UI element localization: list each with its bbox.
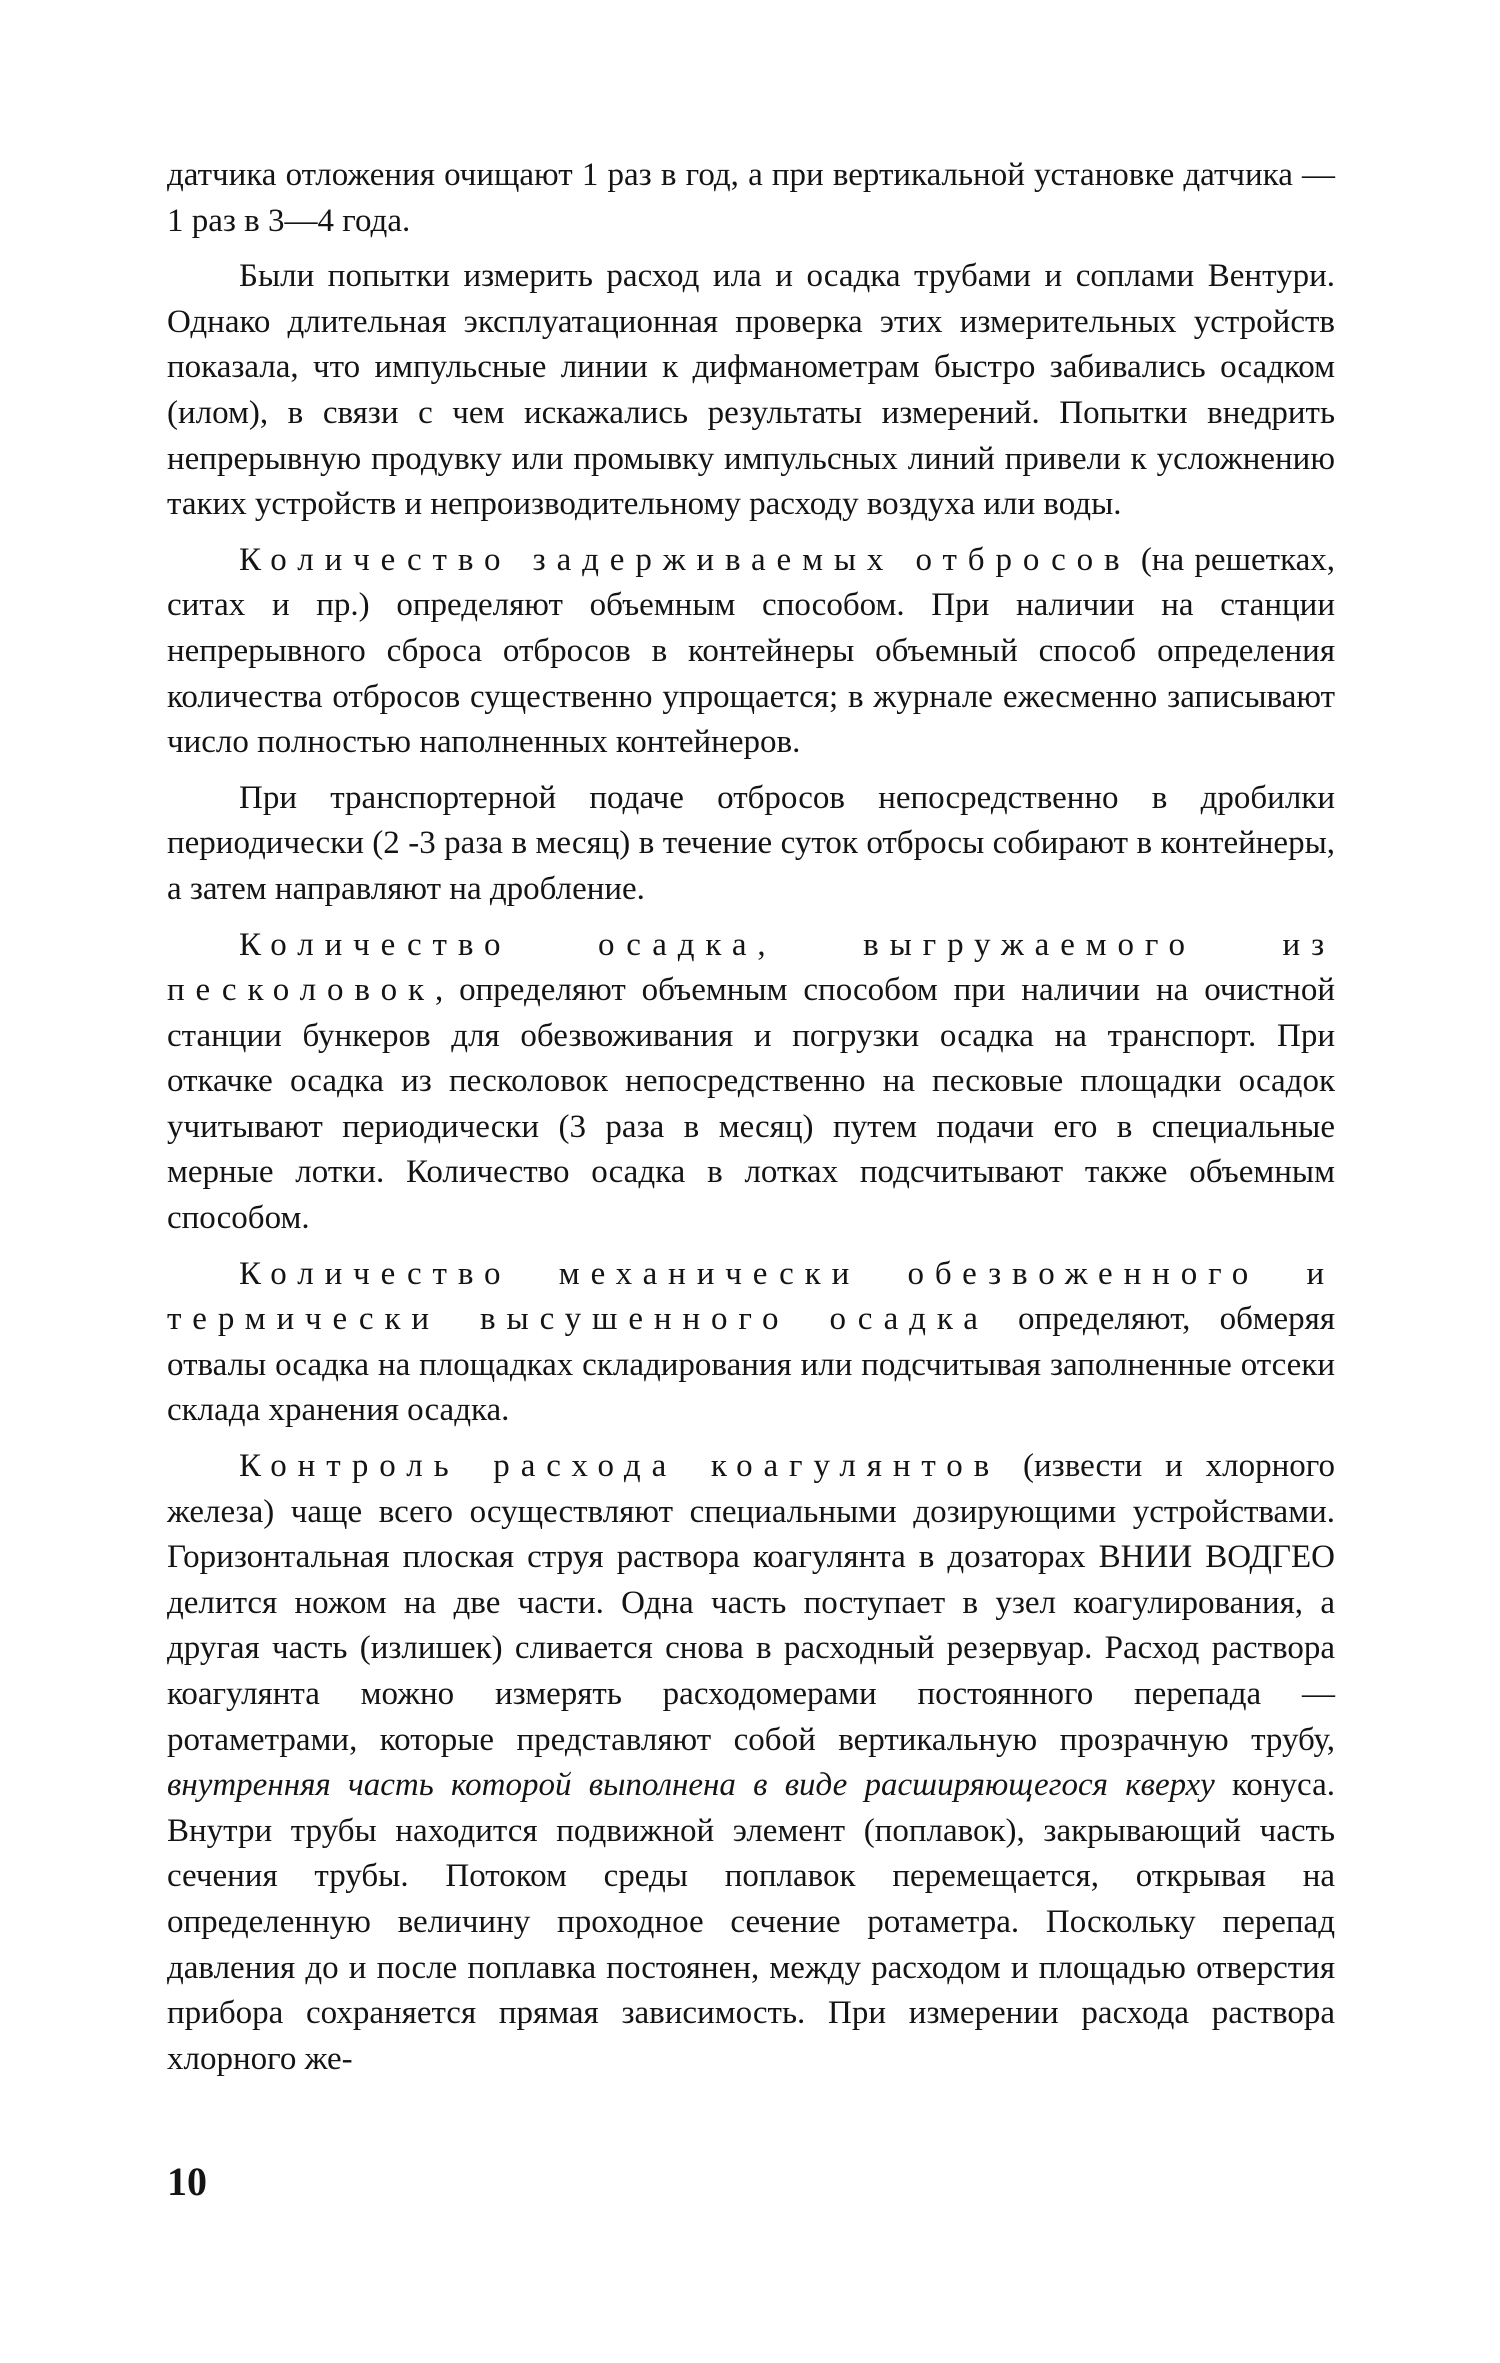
spaced-term: Контроль расхода коагулянтов	[239, 1448, 1001, 1485]
paragraph	[167, 776, 1335, 913]
paragraph	[167, 923, 1335, 1242]
paragraph	[167, 1252, 1335, 1434]
paragraph-text: (на решетках, ситах и пр.) определяют объемным способом. При наличии на станции непрерывного сброса отбросов в контейнеры объемный способ определения количества отбросов существенно упрощается; в журнале ежесменно записывают число полностью наполненных контейнеров.	[167, 541, 1335, 761]
paragraph-text: определяют, обмеряя отвалы осадка на площадках складирования или подсчитывая заполненные отсеки склада хранения осадка.	[167, 1301, 1335, 1429]
spaced-term: Количество осадка, выгружаемого из песколовок	[167, 926, 1335, 1009]
paragraph-text: При транспортерной подаче отбросов непосредственно в дробилки периодически (2 -3 раза в месяц) в течение суток отбросы собирают в контейнеры, а затем направляют на дробление.	[167, 779, 1335, 907]
paragraph	[167, 1444, 1335, 2082]
spaced-term: Количество механически обезвоженного и термически высушенного осадка	[167, 1255, 1335, 1338]
paragraph-text: датчика отложения очищают 1 раз в год, а при вертикальной установке датчика — 1 раз в 3—4 года.	[167, 157, 1335, 239]
paragraph-text: , определяют объемным способом при наличии на очистной станции бункеров для обезвоживания и погрузки осадка на транспорт. При откачке осадка из песколовок непосредственно на песковые площадки осадок учитывают периодически (3 раза в месяц) путем подачи его в специальные мерные лотки. Количество осадка в лотках подсчитывают также объемным способом.	[167, 972, 1335, 1237]
page-body	[167, 153, 1335, 2092]
paragraph	[167, 153, 1335, 244]
paragraph-text: (извести и хлорного железа) чаще всего осуществляют специальными дозирующими устройствами. Горизонтальная плоская струя раствора коагулянта в дозаторах ВНИИ ВОДГЕО делится ножом на две части. Одна часть поступает в узел коагулирования, а другая часть (излишек) сливается снова в расходный резервуар. Расход раствора коагулянта можно измерять расходомерами постоянного перепада — ротаметрами, которые представляют собой вертикальную прозрачную трубу,	[167, 1448, 1336, 1758]
paragraph-text: конуса. Внутри трубы находится подвижной элемент (поплавок), закрывающий часть сечения трубы. Потоком среды поплавок перемещается, открывая на определенную величину проходное сечение ротаметра. Поскольку перепад давления до и после поплавка постоянен, между расходом и площадью отверстия прибора сохраняется прямая зависимость. При измерении расхода раствора хлорного же-	[167, 1767, 1335, 2077]
page-number: 10	[167, 2159, 207, 2204]
spaced-term: Количество задерживаемых отбросов	[239, 541, 1131, 578]
paragraph	[167, 538, 1335, 766]
paragraph-text: Были попытки измерить расход ила и осадка трубами и соплами Вентури. Однако длительная эксплуатационная проверка этих измерительных устройств показала, что импульсные линии к дифманометрам быстро забивались осадком (илом), в связи с чем искажались результаты измерений. Попытки внедрить непрерывную продувку или промывку импульсных линий привели к усложнению таких устройств и непроизводительному расходу воздуха или воды.	[167, 258, 1335, 523]
italic-text: внутренняя часть которой выполнена в виде расширяющегося кверху	[167, 1767, 1215, 1804]
paragraph	[167, 254, 1335, 528]
